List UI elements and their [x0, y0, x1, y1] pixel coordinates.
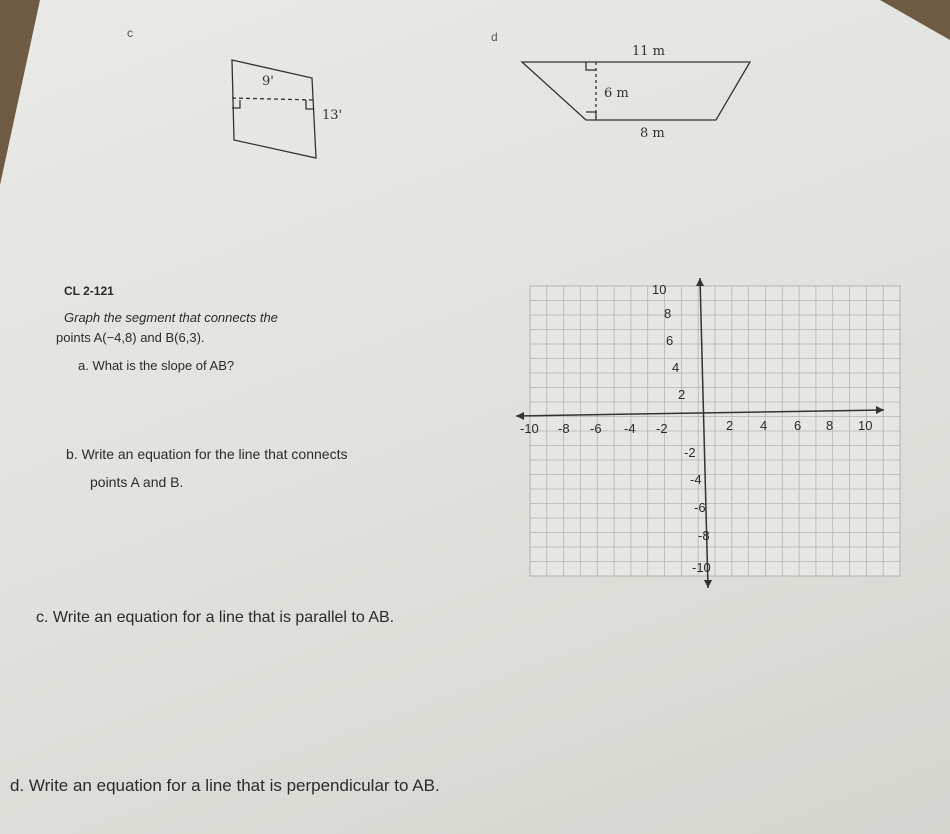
question-b-line1: b. Write an equation for the line that connects	[66, 446, 348, 462]
problem-intro-line1: Graph the segment that connects the	[64, 310, 278, 325]
figure-c-side-length: 13'	[322, 108, 343, 123]
y-tick-label: -10	[692, 560, 711, 575]
figure-c-parallelogram	[232, 60, 316, 158]
x-tick-label: 8	[826, 418, 834, 433]
figure-d-trapezoid	[522, 62, 750, 120]
x-tick-label: -10	[520, 421, 539, 436]
figure-c-letter: c	[127, 26, 133, 40]
y-tick-label: -6	[694, 500, 706, 515]
question-b-line2: points A and B.	[90, 474, 184, 490]
figure-c-top-length: 9'	[262, 74, 274, 89]
figure-d-letter: d	[491, 30, 498, 44]
x-tick-label: -2	[656, 421, 668, 436]
y-tick-label: 4	[672, 360, 680, 375]
y-tick-label: 2	[678, 387, 686, 402]
y-tick-label: 8	[664, 306, 672, 321]
y-tick-label: -8	[698, 528, 710, 543]
figure-d-top-length: 11 m	[632, 44, 666, 59]
y-tick-label: 10	[652, 282, 667, 297]
y-axis-arrow-up	[696, 278, 704, 286]
problem-intro-line2: points A(−4,8) and B(6,3).	[56, 330, 205, 345]
question-a: a. What is the slope of AB?	[78, 358, 235, 373]
x-tick-label: 10	[858, 418, 873, 433]
x-tick-label: 4	[760, 418, 768, 433]
x-tick-label: -4	[624, 421, 636, 436]
x-tick-label: -6	[590, 421, 602, 436]
figure-d-bottom-length: 8 m	[640, 126, 665, 141]
question-d: d. Write an equation for a line that is perpendicular to AB.	[10, 776, 440, 795]
y-tick-label: -2	[684, 445, 696, 460]
y-tick-label: 6	[666, 333, 674, 348]
problem-code: CL 2-121	[64, 284, 114, 298]
figure-d-height-length: 6 m	[604, 86, 629, 101]
x-tick-label: 6	[794, 418, 802, 433]
x-axis-arrow-left	[516, 412, 524, 420]
question-c: c. Write an equation for a line that is parallel to AB.	[36, 609, 395, 626]
y-axis-arrow-down	[704, 580, 712, 588]
x-tick-label: -8	[558, 421, 570, 436]
y-tick-label: -4	[690, 472, 702, 487]
x-tick-label: 2	[726, 418, 734, 433]
